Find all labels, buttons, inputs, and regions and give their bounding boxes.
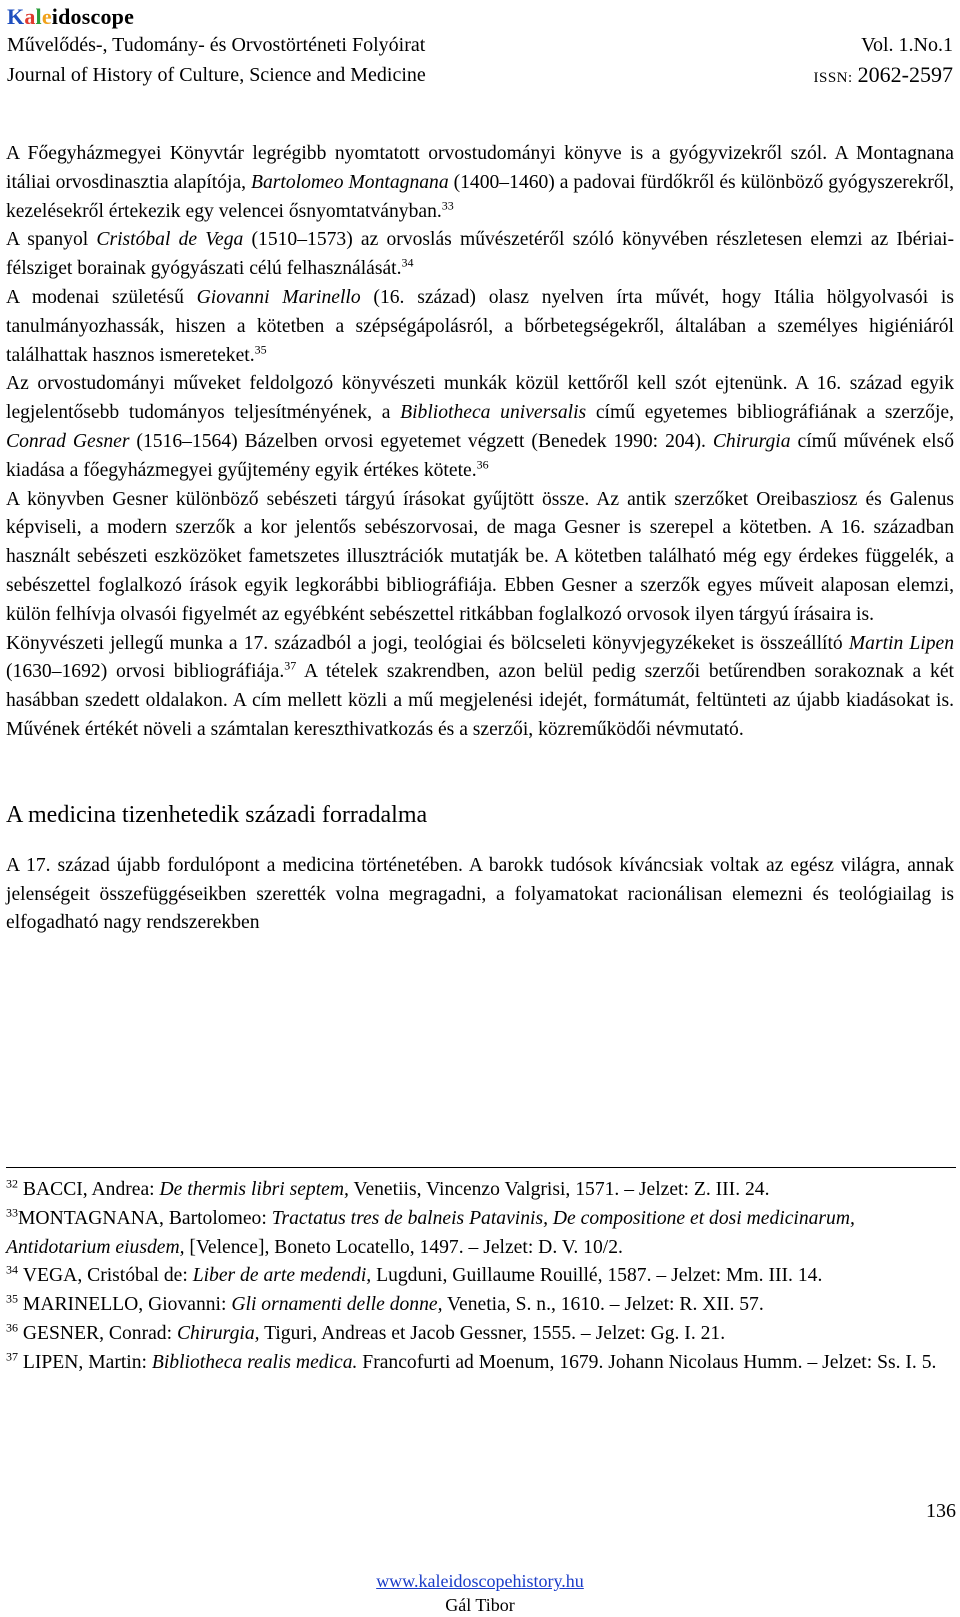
issn: [813, 60, 953, 93]
paragraph-lipen: Könyvészeti jellegű munka a 17. századból a jogi, teológiai és bölcseleti könyvjegyzékeket is összeállító Martin Lipen (1630–1692) orvosi bibliográfiája.$^{37}$ A tételek szakrendben, azon belül pedig szerzői betűrendben sorakoznak a két hasábban szedett oldalakon. A cím mellett közli a mű megjelenési idejét, formátumát, feltünteti az újabb kiadásokat is. Művének értékét növeli a számtalan kereszthivatkozás és a szerzői, közreműködői névmutató.: [6, 632, 954, 740]
footnote-32: $^{32}$ BACCI, Andrea: De thermis libri septem, Venetiis, Vincenzo Valgrisi, 1571. – Jelzet: Z. III. 24.: [6, 1176, 770, 1200]
footer-url-link[interactable]: www.kaleidoscopehistory.hu: [376, 1571, 584, 1591]
paragraph-chirurgia: A könyvben Gesner különböző sebészeti tárgyú írásokat gyűjtött össze. Az antik szerzőket Oreibasziosz és Galenus képviseli, a modern szerzők a kor jelentős sebészorvosai, de maga Gesner is szerepel a kötetben. A 16. században használt sebészeti eszközöket fametszetes illusztrációk mutatják be. A kötetben található még egy érdekes függelék, a sebészettel foglalkozó írások egyik legkorábbi bibliográfiája. Ebben Gesner a szerzők egyes műveit alaposan elemzi, külön felhívja olvasói figyelmét az egyébként sebészettel ritkábban foglalkozó orvosok ilyen tárgyú írásaira is.: [6, 488, 954, 625]
section-heading: A medicina tizenhetedik századi forradalma: [6, 801, 428, 828]
header-row-2: [7, 60, 953, 93]
footer-author: Gál Tibor: [445, 1595, 515, 1615]
header-row-1: [7, 30, 953, 60]
footnote-ref-35: 35: [254, 342, 267, 357]
main-text: [6, 140, 954, 938]
footnote-34: $^{34}$ VEGA, Cristóbal de: Liber de arte medendi, Lugduni, Guillaume Rouillé, 1587. – Jelzet: Mm. III. 14.: [6, 1262, 823, 1287]
paragraph-17th-century: A 17. század újabb fordulópont a medicina történetében. A barokk tudósok kíváncsiak voltak az egész világra, annak jelenségeit összefüggéseikben szerették volna megragadni, a folyamatokat racionálisan elemezni és teológiailag is elfogadható nagy rendszerekben: [6, 854, 954, 934]
journal-title-hu: Művelődés-, Tudomány- és Orvostörténeti Folyóirat: [7, 34, 426, 56]
footnote-37: $^{37}$ LIPEN, Martin: Bibliotheca realis medica. Francofurti ad Moenum, 1679. Johann Nicolaus Humm. – Jelzet: Ss. I. 5.: [6, 1349, 937, 1373]
paragraph-vega: A spanyol Cristóbal de Vega (1510–1573) az orvoslás művészetéről szóló könyvében részletesen elemzi az Ibériai-félsziget borainak gyógyászati célú felhasználását.$^{34}$: [6, 229, 954, 280]
footnote-ref-37: 37: [284, 658, 297, 673]
footnote-divider: [6, 1167, 956, 1168]
paragraph-marinello: A modenai születésű Giovanni Marinello (16. század) olasz nyelven írta művét, hogy Itália hölgyolvasói is tanulmányozhassák, hiszen a kötetben a szépségápolásról, a bőrbetegségekről, általában a személyes higiéniáról találhattak hasznos ismereteket.$^{35}$: [6, 286, 954, 366]
footnote-ref-34: 34: [401, 255, 414, 270]
page-number: 136: [926, 1500, 956, 1522]
paragraph-gesner: Az orvostudományi műveket feldolgozó könyvészeti munkák közül kettőről kell szót ejtenünk. A 16. század egyik legjelentősebb tudományos teljesítményének, a Bibliotheca universalis című egyetemes bibliográfiának a szerzője, Conrad Gesner (1516–1564) Bázelben orvosi egyetemet végzett (Benedek 1990: 204). Chirurgia című művének első kiadása a főegyházmegyei gyűjtemény egyik értékes kötete.$^{36}$: [6, 373, 955, 481]
journal-logo: Kaleidoscope: [7, 4, 135, 29]
footnote-36: $^{36}$ GESNER, Conrad: Chirurgia, Tiguri, Andreas et Jacob Gessner, 1555. – Jelzet: Gg. I. 21.: [6, 1320, 726, 1344]
footnotes: [6, 1176, 954, 1378]
footnote-35: $^{35}$ MARINELLO, Giovanni: Gli ornamenti delle donne, Venetia, S. n., 1610. – Jelzet: R. XII. 57.: [6, 1291, 764, 1316]
issn-number: 2062-2597: [857, 62, 953, 87]
page-header: [7, 4, 953, 93]
paragraph-montagnana: A Főegyházmegyei Könyvtár legrégibb nyomtatott orvostudományi könyve is a gyógyvizekről szól. A Montagnana itáliai orvosdinasztia alapítója, Bartolomeo Montagnana (1400–1460) a padovai fürdőkről és különböző gyógyszerekről, kezelésekről értekezik egy velencei ősnyomtatványban.$^{33}$: [6, 143, 954, 222]
footnote-ref-33: 33: [441, 198, 454, 213]
journal-title-en: Journal of History of Culture, Science and Medicine: [7, 64, 426, 86]
issn-label: ISSN:: [813, 70, 853, 86]
footnote-ref-36: 36: [476, 457, 489, 472]
volume-label: Vol. 1.No.1: [861, 34, 953, 56]
footnote-33: $^{33}$MONTAGNANA, Bartolomeo: Tractatus tres de balneis Patavinis, De compositione et dosi medicinarum, Antidotarium eiusdem, [Velence], Boneto Locatello, 1497. – Jelzet: D. V. 10/2.: [6, 1205, 855, 1258]
